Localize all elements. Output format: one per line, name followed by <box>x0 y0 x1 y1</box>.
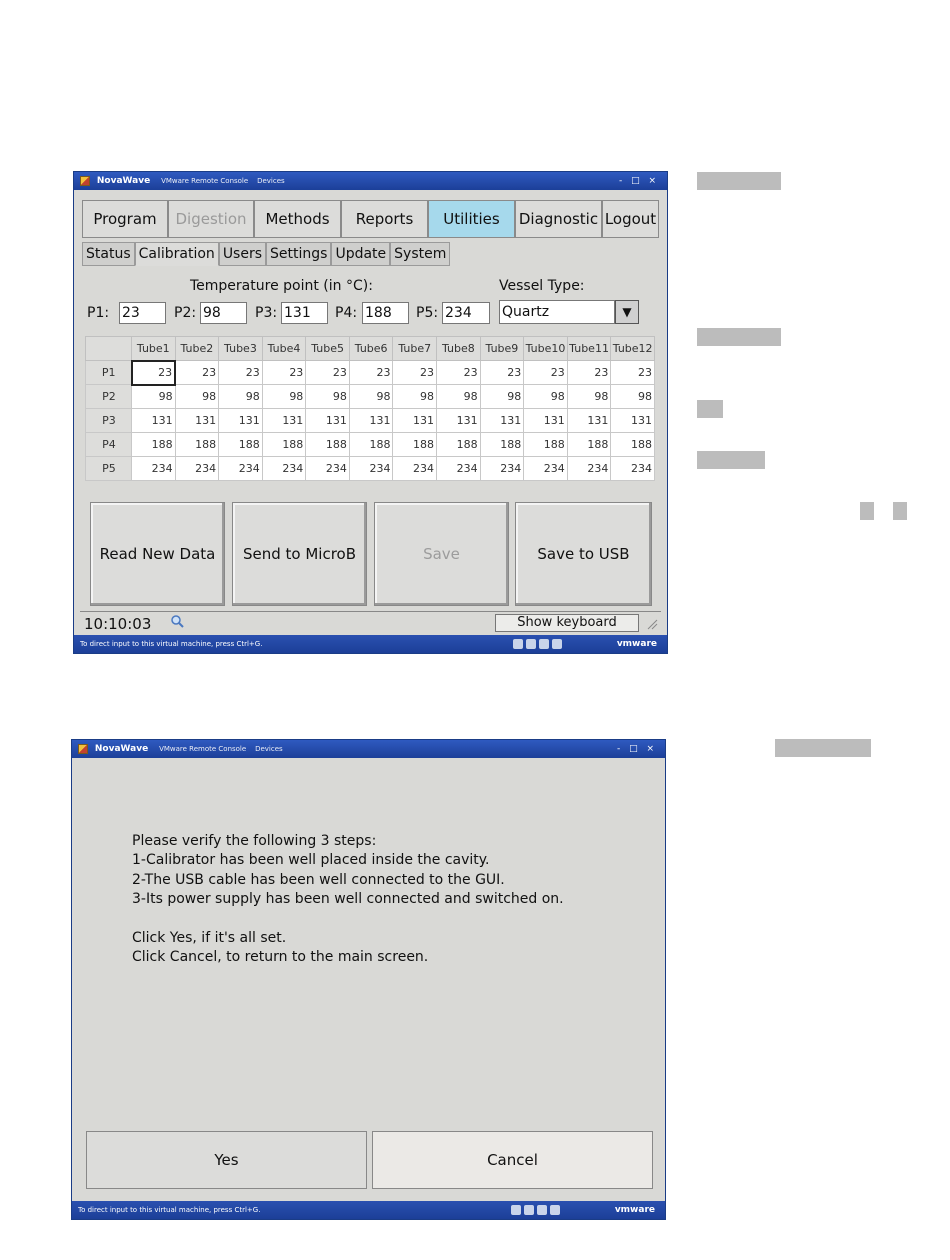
vessel-type-select[interactable]: Quartz <box>499 300 615 324</box>
table-cell[interactable]: 131 <box>132 409 176 433</box>
vm-status-strip <box>72 1201 665 1219</box>
p4-label: P4: <box>335 305 358 321</box>
subtab-settings[interactable]: Settings <box>266 242 331 266</box>
table-cell[interactable]: 234 <box>567 457 611 481</box>
subtab-system[interactable]: System <box>390 242 450 266</box>
confirmation-window <box>71 739 666 1220</box>
table-cell[interactable]: 234 <box>306 457 350 481</box>
table-cell[interactable]: 98 <box>524 385 568 409</box>
col-header: Tube4 <box>262 337 306 361</box>
table-cell[interactable]: 188 <box>175 433 219 457</box>
dialog-panel <box>78 758 659 1201</box>
table-row <box>86 433 655 457</box>
vmware-logo: vmware <box>616 639 657 649</box>
table-cell[interactable]: 234 <box>219 457 263 481</box>
table-cell[interactable]: 188 <box>611 433 655 457</box>
table-cell[interactable]: 98 <box>393 385 437 409</box>
col-header: Tube2 <box>175 337 219 361</box>
devices-menu[interactable]: Devices <box>257 177 285 185</box>
table-cell[interactable]: 131 <box>219 409 263 433</box>
app-title: NovaWave <box>94 744 149 754</box>
clock: 10:10:03 <box>84 615 152 633</box>
tab-program[interactable]: Program <box>82 200 168 238</box>
table-cell[interactable]: 131 <box>175 409 219 433</box>
vm-input-hint: To direct input to this virtual machine, press Ctrl+G. <box>78 1206 261 1214</box>
table-cell[interactable]: 234 <box>262 457 306 481</box>
save-button: Save <box>374 502 509 606</box>
table-row <box>86 385 655 409</box>
table-cell[interactable]: 188 <box>393 433 437 457</box>
side-placeholder-bar <box>697 451 765 469</box>
title-bar[interactable] <box>74 172 667 190</box>
col-header: Tube3 <box>219 337 263 361</box>
table-cell[interactable]: 23 <box>567 361 611 385</box>
side-placeholder-bar <box>860 502 874 520</box>
message-line: Click Yes, if it's all set. <box>132 929 287 946</box>
message-line: Please verify the following 3 steps: <box>132 833 377 849</box>
vessel-type-label: Vessel Type: <box>499 278 585 294</box>
title-bar[interactable] <box>72 740 665 758</box>
col-header: Tube8 <box>437 337 481 361</box>
window-controls[interactable]: - □ × <box>616 744 657 754</box>
table-cell[interactable]: 98 <box>306 385 350 409</box>
table-cell[interactable]: 131 <box>393 409 437 433</box>
table-cell[interactable]: 131 <box>262 409 306 433</box>
table-cell[interactable]: 234 <box>393 457 437 481</box>
p1-input[interactable]: 23 <box>119 302 166 324</box>
devices-menu[interactable]: Devices <box>255 745 283 753</box>
table-cell[interactable]: 234 <box>349 457 393 481</box>
subtab-users[interactable]: Users <box>219 242 266 266</box>
table-cell[interactable]: 23 <box>393 361 437 385</box>
message-line: 1-Calibrator has been well placed inside the cavity. <box>132 852 490 869</box>
row-header: P5 <box>86 457 132 481</box>
row-header: P1 <box>86 361 132 385</box>
p2-input[interactable]: 98 <box>200 302 247 324</box>
app-panel <box>80 190 661 635</box>
subtab-status[interactable]: Status <box>82 242 135 266</box>
vm-input-hint: To direct input to this virtual machine, press Ctrl+G. <box>80 640 263 648</box>
table-cell[interactable]: 98 <box>132 385 176 409</box>
table-cell[interactable]: 23 <box>262 361 306 385</box>
table-cell[interactable]: 23 <box>524 361 568 385</box>
col-header: Tube7 <box>393 337 437 361</box>
col-header: Tube5 <box>306 337 350 361</box>
table-cell[interactable]: 131 <box>567 409 611 433</box>
p4-input[interactable]: 188 <box>362 302 409 324</box>
table-header-row <box>86 337 655 361</box>
app-title: NovaWave <box>96 176 151 186</box>
table-cell[interactable]: 234 <box>132 457 176 481</box>
table-cell[interactable]: 234 <box>437 457 481 481</box>
table-corner <box>86 337 132 361</box>
vm-status-strip <box>74 635 667 653</box>
vm-device-icons[interactable] <box>513 638 565 656</box>
table-cell[interactable]: 131 <box>306 409 350 433</box>
search-icon <box>170 614 184 628</box>
table-cell[interactable]: 98 <box>175 385 219 409</box>
message-line <box>132 910 564 929</box>
p1-label: P1: <box>87 305 110 321</box>
table-cell[interactable]: 98 <box>611 385 655 409</box>
resize-grip-icon[interactable] <box>646 618 658 630</box>
calibration-table <box>85 336 655 481</box>
table-cell[interactable]: 188 <box>306 433 350 457</box>
table-cell[interactable]: 131 <box>524 409 568 433</box>
show-keyboard-button[interactable]: Show keyboard <box>495 614 639 632</box>
table-cell[interactable]: 188 <box>567 433 611 457</box>
row-header: P2 <box>86 385 132 409</box>
table-cell[interactable]: 188 <box>437 433 481 457</box>
table-row <box>86 361 655 385</box>
table-cell[interactable]: 188 <box>219 433 263 457</box>
side-placeholder-bar <box>697 328 781 346</box>
table-row <box>86 457 655 481</box>
app-icon <box>78 744 88 754</box>
vm-device-icons[interactable] <box>511 1204 563 1222</box>
table-cell[interactable]: 234 <box>524 457 568 481</box>
sub-tabs <box>82 242 450 266</box>
table-cell[interactable]: 23 <box>349 361 393 385</box>
table-cell[interactable]: 23 <box>132 361 176 385</box>
p2-label: P2: <box>174 305 197 321</box>
table-cell[interactable]: 23 <box>611 361 655 385</box>
table-cell[interactable]: 23 <box>175 361 219 385</box>
p5-label: P5: <box>416 305 439 321</box>
yes-button[interactable]: Yes <box>86 1131 367 1189</box>
message-line: 3-Its power supply has been well connected and switched on. <box>132 891 564 908</box>
message-line: Click Cancel, to return to the main screen. <box>132 949 429 966</box>
table-cell[interactable]: 131 <box>437 409 481 433</box>
table-cell[interactable]: 131 <box>611 409 655 433</box>
table-cell[interactable]: 23 <box>480 361 524 385</box>
table-cell[interactable]: 98 <box>262 385 306 409</box>
verification-message <box>132 832 564 967</box>
table-cell[interactable]: 188 <box>524 433 568 457</box>
table-cell[interactable]: 98 <box>480 385 524 409</box>
table-cell[interactable]: 98 <box>437 385 481 409</box>
table-cell[interactable]: 23 <box>219 361 263 385</box>
save-to-usb-button[interactable]: Save to USB <box>515 502 652 606</box>
table-cell[interactable]: 131 <box>349 409 393 433</box>
table-cell[interactable]: 234 <box>480 457 524 481</box>
table-cell[interactable]: 98 <box>349 385 393 409</box>
app-icon <box>80 176 90 186</box>
table-cell[interactable]: 98 <box>567 385 611 409</box>
col-header: Tube12 <box>611 337 655 361</box>
p3-label: P3: <box>255 305 278 321</box>
table-cell[interactable]: 188 <box>132 433 176 457</box>
subtab-calibration[interactable]: Calibration <box>135 242 219 266</box>
tab-utilities[interactable]: Utilities <box>428 200 515 238</box>
send-to-microb-button[interactable]: Send to MicroB <box>232 502 367 606</box>
table-cell[interactable]: 23 <box>437 361 481 385</box>
title-subtitle: VMware Remote Console <box>161 177 249 185</box>
table-cell[interactable]: 23 <box>306 361 350 385</box>
side-placeholder-bar <box>697 172 781 190</box>
col-header: Tube1 <box>132 337 176 361</box>
side-placeholder-bar <box>775 739 871 757</box>
table-row <box>86 409 655 433</box>
table-cell[interactable]: 131 <box>480 409 524 433</box>
calibration-window <box>73 171 668 654</box>
row-header: P4 <box>86 433 132 457</box>
table-cell[interactable]: 188 <box>262 433 306 457</box>
tab-reports[interactable]: Reports <box>341 200 428 238</box>
p5-input[interactable]: 234 <box>442 302 490 324</box>
tab-logout[interactable]: Logout <box>602 200 659 238</box>
tab-diagnostic[interactable]: Diagnostic <box>515 200 602 238</box>
vmware-logo: vmware <box>614 1205 655 1215</box>
p3-input[interactable]: 131 <box>281 302 328 324</box>
dropdown-arrow-icon[interactable]: ▼ <box>615 300 639 324</box>
cancel-button[interactable]: Cancel <box>372 1131 653 1189</box>
title-subtitle: VMware Remote Console <box>159 745 247 753</box>
tab-methods[interactable]: Methods <box>254 200 341 238</box>
read-new-data-button[interactable]: Read New Data <box>90 502 225 606</box>
subtab-update[interactable]: Update <box>331 242 390 266</box>
side-placeholder-bar <box>697 400 723 418</box>
table-cell[interactable]: 234 <box>175 457 219 481</box>
status-divider <box>80 611 661 612</box>
col-header: Tube6 <box>349 337 393 361</box>
side-placeholder-bar <box>893 502 907 520</box>
table-cell[interactable]: 188 <box>349 433 393 457</box>
temperature-point-label: Temperature point (in °C): <box>190 278 373 294</box>
table-cell[interactable]: 234 <box>611 457 655 481</box>
row-header: P3 <box>86 409 132 433</box>
table-cell[interactable]: 188 <box>480 433 524 457</box>
col-header: Tube10 <box>524 337 568 361</box>
message-line: 2-The USB cable has been well connected to the GUI. <box>132 871 505 888</box>
table-cell[interactable]: 98 <box>219 385 263 409</box>
window-controls[interactable]: - □ × <box>618 176 659 186</box>
col-header: Tube9 <box>480 337 524 361</box>
col-header: Tube11 <box>567 337 611 361</box>
main-tabs <box>82 200 659 238</box>
tab-digestion: Digestion <box>168 200 254 238</box>
